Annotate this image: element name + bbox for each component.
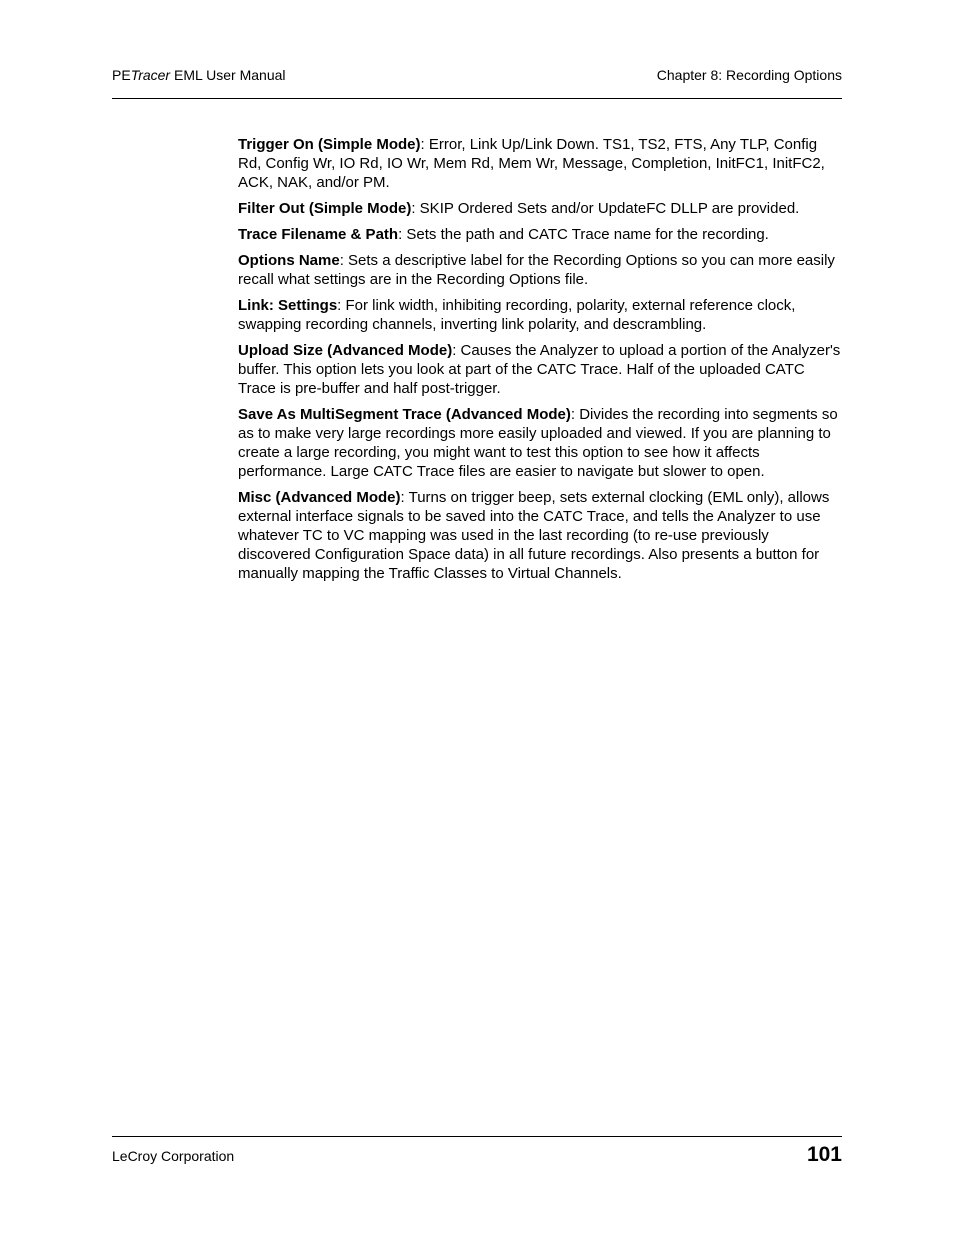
page-number: 101: [806, 1143, 842, 1166]
description: : SKIP Ordered Sets and/or UpdateFC DLLP are provided.: [411, 200, 800, 217]
header-divider: [112, 98, 842, 99]
description: : Turns on trigger beep, sets external clocking (EML only), allows external interface signals to be saved into the CATC Trace, and tells the Analyzer to use whatever TC to VC mapping was used in the last recording (to re-use previously discovered Configuration Space data) in all future recordings. Also presents a button for manually mapping the Traffic Classes to Virtual Channels.: [238, 489, 830, 582]
term: Misc (Advanced Mode): [238, 489, 401, 506]
manual-title-prefix: PE: [112, 67, 131, 83]
page-header: [112, 66, 842, 84]
description: : Sets the path and CATC Trace name for the recording.: [398, 226, 769, 243]
body-content: [238, 135, 842, 590]
manual-title-italic: Tracer: [130, 67, 171, 83]
description: : For link width, inhibiting recording, polarity, external reference clock, swapping recording channels, inverting link polarity, and descrambling.: [238, 297, 796, 333]
chapter-title: Chapter 8: Recording Options: [656, 67, 842, 83]
footer-company: LeCroy Corporation: [112, 1148, 235, 1164]
manual-title-suffix: EML User Manual: [170, 67, 286, 83]
term: Link: Settings: [238, 297, 338, 314]
term: Filter Out (Simple Mode): [238, 200, 412, 217]
paragraph-misc: [238, 488, 842, 583]
paragraph-options-name: [238, 251, 842, 289]
description: : Sets a descriptive label for the Recording Options so you can more easily recall what settings are in the Recording Options file.: [238, 252, 835, 288]
description: : Causes the Analyzer to upload a portion of the Analyzer's buffer. This option lets you look at part of the CATC Trace. Half of the uploaded CATC Trace is pre-buffer and half post-trigger.: [238, 342, 841, 397]
term: Trace Filename & Path: [238, 226, 399, 243]
paragraph-trigger-on: [238, 135, 842, 192]
paragraph-trace-filename: [238, 225, 842, 244]
term: Upload Size (Advanced Mode): [238, 342, 453, 359]
paragraph-filter-out: [238, 199, 842, 218]
paragraph-link-settings: [238, 296, 842, 334]
paragraph-multisegment: [238, 405, 842, 481]
term: Save As MultiSegment Trace (Advanced Mode): [238, 406, 571, 423]
description: : Divides the recording into segments so as to make very large recordings more easily uploaded and viewed. If you are planning to create a large recording, you might want to test this option to see how it affects performance. Large CATC Trace files are easier to navigate but slower to open.: [238, 406, 838, 480]
footer-divider: [112, 1136, 842, 1137]
term: Trigger On (Simple Mode): [238, 136, 421, 153]
term: Options Name: [238, 252, 340, 269]
description: : Error, Link Up/Link Down. TS1, TS2, FTS, Any TLP, Config Rd, Config Wr, IO Rd, IO Wr, Mem Rd, Mem Wr, Message, Completion, InitFC1, InitFC2, ACK, NAK, and/or PM.: [238, 136, 825, 191]
manual-title: [112, 66, 286, 84]
paragraph-upload-size: [238, 341, 842, 398]
